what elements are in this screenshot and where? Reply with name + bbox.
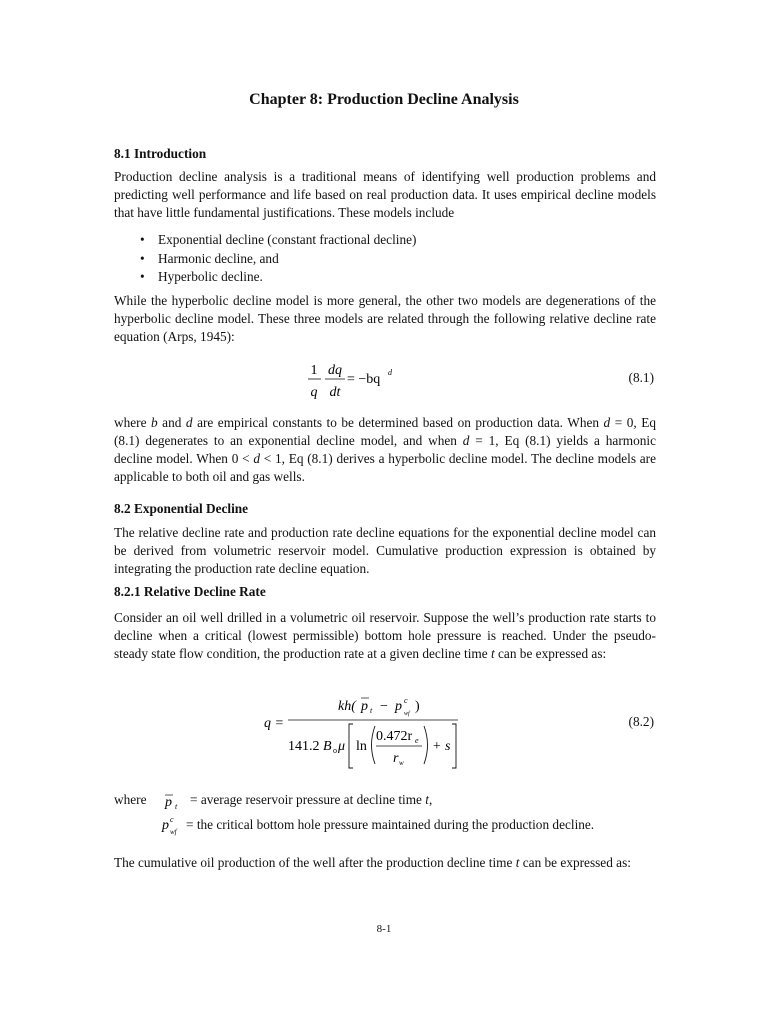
eq-minus: − (380, 699, 388, 714)
constants-paragraph: where b and d are empirical constants to be determined based on production data. When d = 0, Eq (8.1) degenerates to an exponential decline model, and when d = 1, Eq (8.1) yields a harmonic decline model. When 0 < d < 1, Eq (8.1) derives a hyperbolic decline model. The decline models are applicable to both oil and gas wells. (114, 415, 656, 484)
section-heading-8-2: 8.2 Exponential Decline (114, 501, 249, 516)
eq-denominator-q: q (310, 385, 318, 400)
pwf-c-symbol (160, 814, 188, 836)
pbar-definition: = average reservoir pressure at decline time t, (190, 792, 433, 807)
pwf-definition: = the critical bottom hole pressure maintained during the production decline. (186, 817, 595, 832)
eq-lhs: q = (264, 716, 284, 731)
svg-text:p: p (165, 795, 172, 810)
svg-text:wf: wf (170, 828, 177, 836)
section-8-2-1 (114, 583, 656, 601)
list-item: • Exponential decline (constant fractional decline) (114, 231, 416, 250)
eq-plus-s: + s (432, 739, 451, 754)
eq-sub-w: w (399, 759, 404, 767)
hyperbolic-paragraph: While the hyperbolic decline model is more general, the other two models are degenerations of the hyperbolic decline model. These three models are related through the following relative decline rate equation (Arps, 1945): (114, 293, 656, 344)
right-bracket (452, 724, 456, 768)
section-heading-8-1: 8.1 Introduction (114, 146, 207, 161)
pbar-t-symbol (162, 791, 186, 811)
right-paren (424, 726, 428, 764)
left-paren (372, 726, 376, 764)
eq-close-paren: ) (415, 699, 420, 714)
section-8-1 (114, 145, 656, 163)
svg-text:c: c (170, 815, 174, 824)
list-item: • Harmonic decline, and (114, 250, 416, 269)
where-definitions (114, 791, 656, 809)
eq-exponent-d: d (388, 368, 392, 377)
section-8-2 (114, 500, 656, 518)
left-bracket (349, 724, 353, 768)
eq-den-const: 141.2 (288, 739, 320, 754)
equation-number-8-1: (8.1) (628, 370, 654, 385)
svg-text:t: t (175, 802, 178, 811)
eq-numerator-one: 1 (310, 363, 318, 378)
chapter-title: Chapter 8: Production Decline Analysis (249, 91, 519, 108)
eq-p: p (395, 699, 402, 714)
eq-pbar: p (361, 699, 368, 714)
eq-sub-t: t (370, 706, 373, 715)
equation-8-1 (300, 356, 410, 402)
eq-frac-den: r (393, 751, 399, 766)
svg-text:p: p (162, 818, 169, 833)
eq-frac-num: 0.472r (376, 729, 413, 744)
eq-sup-c: c (404, 696, 408, 705)
eq-ln: ln (356, 739, 367, 754)
pbar-symbol (162, 791, 186, 812)
eq-B: B (323, 739, 332, 754)
pwf-symbol (160, 814, 188, 841)
cumulative-paragraph: The cumulative oil production of the well after the production decline time t can be expressed as: (114, 855, 631, 870)
eq-num-kh: kh( (338, 699, 356, 714)
eq-sub-e: e (415, 736, 419, 745)
decline-model-list (114, 231, 416, 287)
well-paragraph: Consider an oil well drilled in a volumetric oil reservoir. Suppose the well’s production rate starts to decline when a critical (lowest permissible) bottom hole pressure is reached. Under the pseudo-steady state flow condition, the production rate at a given decline time t can be expressed as: (114, 610, 656, 661)
eq-rhs: = −bq (347, 372, 381, 387)
eq-denominator-dt: dt (329, 385, 341, 400)
intro-paragraph: Production decline analysis is a traditional means of identifying well production problems and predicting well performance and life based on real production data. It uses empirical decline models that have little fundamental justifications. These models include (114, 169, 656, 220)
list-item: • Hyperbolic decline. (114, 268, 416, 287)
eq-sub-o: o (333, 746, 337, 755)
exponential-paragraph: The relative decline rate and production rate decline equations for the exponential decline model can be derived from volumetric reservoir model. Cumulative production expression is obtained by integrating the production rate decline equation. (114, 525, 656, 576)
eq-mu: μ (338, 739, 346, 754)
eq-sub-wf: wf (404, 711, 410, 717)
equation-8-2 (262, 692, 472, 772)
eq-numerator-dq: dq (328, 363, 342, 378)
page-number: 8-1 (376, 923, 392, 935)
where-label: where (114, 792, 147, 807)
section-heading-8-2-1: 8.2.1 Relative Decline Rate (114, 584, 266, 599)
equation-number-8-2: (8.2) (628, 714, 654, 729)
